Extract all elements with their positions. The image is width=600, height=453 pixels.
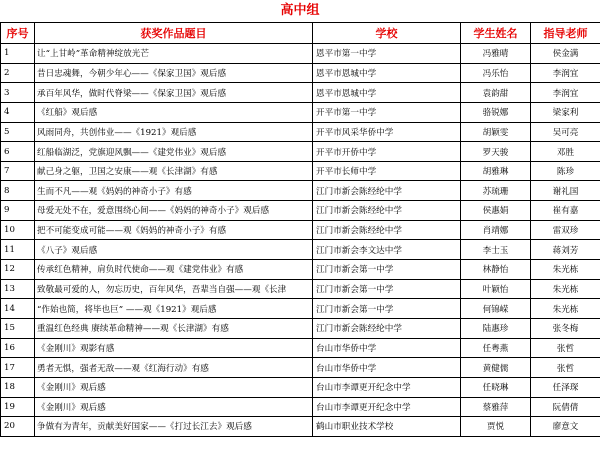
cell-student: 侯惠娟: [461, 201, 531, 221]
cell-index: 2: [1, 63, 35, 83]
cell-student: 蔡雅萍: [461, 397, 531, 417]
cell-school: 恩平市恩城中学: [313, 63, 461, 83]
table-row: [1, 240, 600, 260]
cell-index: 1: [1, 44, 35, 64]
cell-student: 叶颖怡: [461, 279, 531, 299]
cell-index: 5: [1, 122, 35, 142]
cell-teacher: 李润宜: [531, 83, 600, 103]
cell-school: 江门市新会陈经纶中学: [313, 181, 461, 201]
table-row: [1, 181, 600, 201]
table-row: [1, 417, 600, 437]
cell-school: 江门市新会陈经纶中学: [313, 318, 461, 338]
cell-school: 台山市李谭更开纪念中学: [313, 377, 461, 397]
cell-work-title: 生而不凡——观《妈妈的神奇小子》有感: [35, 181, 313, 201]
cell-student: 任晓琳: [461, 377, 531, 397]
cell-school: 鹤山市职业技术学校: [313, 417, 461, 437]
cell-teacher: 阮倩倩: [531, 397, 600, 417]
table-row: [1, 279, 600, 299]
cell-school: 恩平市恩城中学: [313, 83, 461, 103]
cell-student: 罗天骏: [461, 142, 531, 162]
cell-index: 19: [1, 397, 35, 417]
cell-teacher: 蒋刘芳: [531, 240, 600, 260]
cell-teacher: 廖意文: [531, 417, 600, 437]
cell-work-title: 风雨同舟，共创伟业——《1921》观后感: [35, 122, 313, 142]
cell-student: 冯雅晴: [461, 44, 531, 64]
cell-student: 林静怡: [461, 260, 531, 280]
cell-work-title: 承百年风华，做时代脊梁——《保家卫国》观后感: [35, 83, 313, 103]
cell-work-title: 昔日忠魂舞，今朝少年心——《保家卫国》观后感: [35, 63, 313, 83]
cell-school: 江门市新会第一中学: [313, 279, 461, 299]
cell-student: 任粤燕: [461, 338, 531, 358]
cell-school: 江门市新会李文达中学: [313, 240, 461, 260]
cell-school: 江门市新会第一中学: [313, 260, 461, 280]
cell-school: 开平市第一中学: [313, 102, 461, 122]
cell-work-title: 致敬最可爱的人，勿忘历史，百年风华，吾辈当自强——观《长津: [35, 279, 313, 299]
cell-index: 13: [1, 279, 35, 299]
cell-work-title: 《八子》观后感: [35, 240, 313, 260]
cell-work-title: 《金刚川》观后感: [35, 377, 313, 397]
cell-index: 20: [1, 417, 35, 437]
cell-student: 肖靖娜: [461, 220, 531, 240]
cell-school: 开平市开侨中学: [313, 142, 461, 162]
table-row: [1, 83, 600, 103]
cell-work-title: 争做有为青年，贡献美好国家——《打过长江去》观后感: [35, 417, 313, 437]
cell-school: 江门市新会陈经纶中学: [313, 220, 461, 240]
table-row: [1, 102, 600, 122]
cell-student: 冯乐怡: [461, 63, 531, 83]
cell-teacher: 雷双珍: [531, 220, 600, 240]
header-school: 学校: [313, 23, 461, 44]
cell-student: 贾悦: [461, 417, 531, 437]
cell-index: 10: [1, 220, 35, 240]
cell-index: 9: [1, 201, 35, 221]
table-row: [1, 397, 600, 417]
cell-work-title: 把不可能变成可能——观《妈妈的神奇小子》有感: [35, 220, 313, 240]
cell-school: 台山市华侨中学: [313, 358, 461, 378]
cell-teacher: 侯金满: [531, 44, 600, 64]
cell-work-title: 《红船》观后感: [35, 102, 313, 122]
table-row: [1, 161, 600, 181]
table-row: [1, 299, 600, 319]
cell-teacher: 朱光栋: [531, 299, 600, 319]
cell-teacher: 谢礼国: [531, 181, 600, 201]
cell-index: 16: [1, 338, 35, 358]
table-body: [1, 44, 600, 437]
sheet-title: 高中组: [280, 3, 320, 18]
cell-student: 陆惠珍: [461, 318, 531, 338]
cell-work-title: 《金刚川》观影有感: [35, 338, 313, 358]
cell-index: 6: [1, 142, 35, 162]
table-row: [1, 358, 600, 378]
cell-student: 骆锐娜: [461, 102, 531, 122]
cell-student: 胡雅琳: [461, 161, 531, 181]
cell-index: 14: [1, 299, 35, 319]
table-row: [1, 318, 600, 338]
cell-school: 江门市新会第一中学: [313, 299, 461, 319]
header-work: 获奖作品题目: [35, 23, 313, 44]
cell-work-title: 献己身之躯，卫国之安康——观《长津湖》有感: [35, 161, 313, 181]
cell-index: 7: [1, 161, 35, 181]
cell-work-title: 红船临湖泛，党旗迎风飘——《建党伟业》观后感: [35, 142, 313, 162]
table-row: [1, 122, 600, 142]
cell-work-title: “作始也简，将毕也巨” ——观《1921》观后感: [35, 299, 313, 319]
cell-school: 台山市华侨中学: [313, 338, 461, 358]
cell-student: 黄健儒: [461, 358, 531, 378]
cell-teacher: 陈珍: [531, 161, 600, 181]
cell-work-title: 重温红色经典 赓续革命精神——观《长津湖》有感: [35, 318, 313, 338]
cell-work-title: 传承红色精神，肩负时代使命——观《建党伟业》有感: [35, 260, 313, 280]
cell-teacher: 朱光栋: [531, 279, 600, 299]
cell-teacher: 朱光栋: [531, 260, 600, 280]
table-row: [1, 260, 600, 280]
cell-teacher: 张哲: [531, 338, 600, 358]
cell-work-title: 《金刚川》观后感: [35, 397, 313, 417]
cell-work-title: 母爱无处不在，爱意围绕心间——《妈妈的神奇小子》观后感: [35, 201, 313, 221]
cell-teacher: 崔有嘉: [531, 201, 600, 221]
cell-student: 胡颖雯: [461, 122, 531, 142]
cell-index: 18: [1, 377, 35, 397]
cell-school: 台山市李谭更开纪念中学: [313, 397, 461, 417]
cell-student: 苏琉珊: [461, 181, 531, 201]
header-row: [1, 23, 600, 44]
table-row: [1, 338, 600, 358]
cell-index: 17: [1, 358, 35, 378]
table-row: [1, 220, 600, 240]
cell-teacher: 梁家利: [531, 102, 600, 122]
cell-school: 开平市风采华侨中学: [313, 122, 461, 142]
cell-teacher: 任泽琛: [531, 377, 600, 397]
table-row: [1, 44, 600, 64]
cell-teacher: 张冬梅: [531, 318, 600, 338]
cell-index: 12: [1, 260, 35, 280]
cell-school: 江门市新会陈经纶中学: [313, 201, 461, 221]
cell-work-title: 让“上甘岭”革命精神绽放光芒: [35, 44, 313, 64]
table-row: [1, 201, 600, 221]
cell-index: 11: [1, 240, 35, 260]
cell-student: 何锦嵘: [461, 299, 531, 319]
cell-work-title: 勇者无惧，强者无敌——观《红海行动》有感: [35, 358, 313, 378]
table-row: [1, 63, 600, 83]
header-teacher: 指导老师: [531, 23, 600, 44]
table-row: [1, 142, 600, 162]
table-row: [1, 377, 600, 397]
cell-teacher: 张哲: [531, 358, 600, 378]
cell-index: 8: [1, 181, 35, 201]
cell-school: 恩平市第一中学: [313, 44, 461, 64]
cell-teacher: 吴可亮: [531, 122, 600, 142]
cell-teacher: 邓胜: [531, 142, 600, 162]
header-student: 学生姓名: [461, 23, 531, 44]
cell-school: 开平市长师中学: [313, 161, 461, 181]
cell-student: 袁韵甜: [461, 83, 531, 103]
cell-student: 李士玉: [461, 240, 531, 260]
award-table: [0, 22, 600, 437]
cell-index: 15: [1, 318, 35, 338]
cell-index: 3: [1, 83, 35, 103]
cell-index: 4: [1, 102, 35, 122]
header-index: 序号: [1, 23, 35, 44]
cell-teacher: 李润宜: [531, 63, 600, 83]
